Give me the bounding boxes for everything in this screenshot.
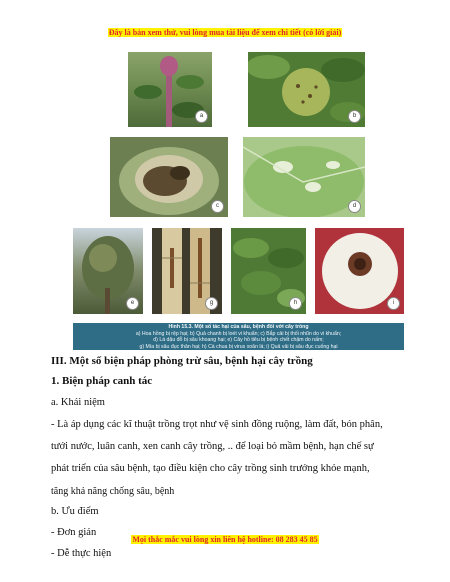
panel-label-a: a [195,110,208,123]
photo-c-cabbage-rot [110,137,228,217]
body-line: - Đơn giản [51,527,97,538]
figure-caption [73,323,404,350]
figure-caption-title: Hình 15.3. Một số tác hại của sâu, bệnh đối với cây trồng [168,324,309,330]
preview-notice-banner [0,28,450,37]
body-line: a. Khái niệm [51,397,105,408]
figure-caption-line: g) Mía bị sâu đục thân hại; h) Cà chua bị virus xoăn lá; i) Quả vải bị sâu đục cuống hại [139,343,338,350]
leaf-illustration [243,137,365,217]
photo-i-lychee-borer [315,228,404,314]
photo-d-bean-leaf-damage [243,137,365,217]
panel-label-b: b [348,110,361,123]
photo-b-lemon-canker [248,52,365,127]
photo-h-tomato-leaf-curl [231,228,306,314]
figure-caption-line: d) Lá dậu đỗ bị sâu khoang hại; e) Cây hồ tiêu bị bệnh chết chậm do nấm; [153,337,324,344]
panel-label-i: i [387,297,400,310]
hotline-banner [0,535,450,544]
panel-label-h: h [289,297,302,310]
photo-g-sugarcane-borer [152,228,222,314]
panel-label-c: c [211,200,224,213]
panel-label-g: g [205,297,218,310]
body-line: tăng khả năng chống sâu, bệnh [51,486,175,497]
subsection-heading: 1. Biện pháp canh tác [51,375,153,387]
body-line: tưới nước, luân canh, xen canh cây trồng, .. để loại bỏ mầm bệnh, hạn chế sự [51,441,374,452]
hotline-text: Mọi thắc mắc vui lòng xin liên hệ hotline: 08 283 45 85 [132,535,318,544]
preview-notice-text: Đây là bản xem thử, vui lòng mua tài liệu để xem chi tiết (có lời giải) [108,28,342,37]
section-heading: III. Một số biện pháp phòng trừ sâu, bệnh hại cây trồng [51,355,313,367]
panel-label-d: d [348,200,361,213]
photo-e-pepper-plant [73,228,143,314]
body-line: - Dễ thực hiện [51,548,112,559]
panel-label-e: e [126,297,139,310]
photo-a-rose-aphids [128,52,212,127]
figure-caption-line: a) Hoa hồng bị rệp hại; b) Quả chanh bị loét vi khuẩn; c) Bắp cải bị thối nhũn do vi khuẩn; [135,330,342,337]
body-line: phát triển của sâu bệnh, tạo điều kiện cho cây trồng sinh trưởng khỏe mạnh, [51,463,370,474]
body-line: - Là áp dụng các kĩ thuật trồng trọt như vệ sinh đồng ruộng, làm đất, bón phân, [51,419,383,430]
body-line: b. Ưu điểm [51,506,99,517]
